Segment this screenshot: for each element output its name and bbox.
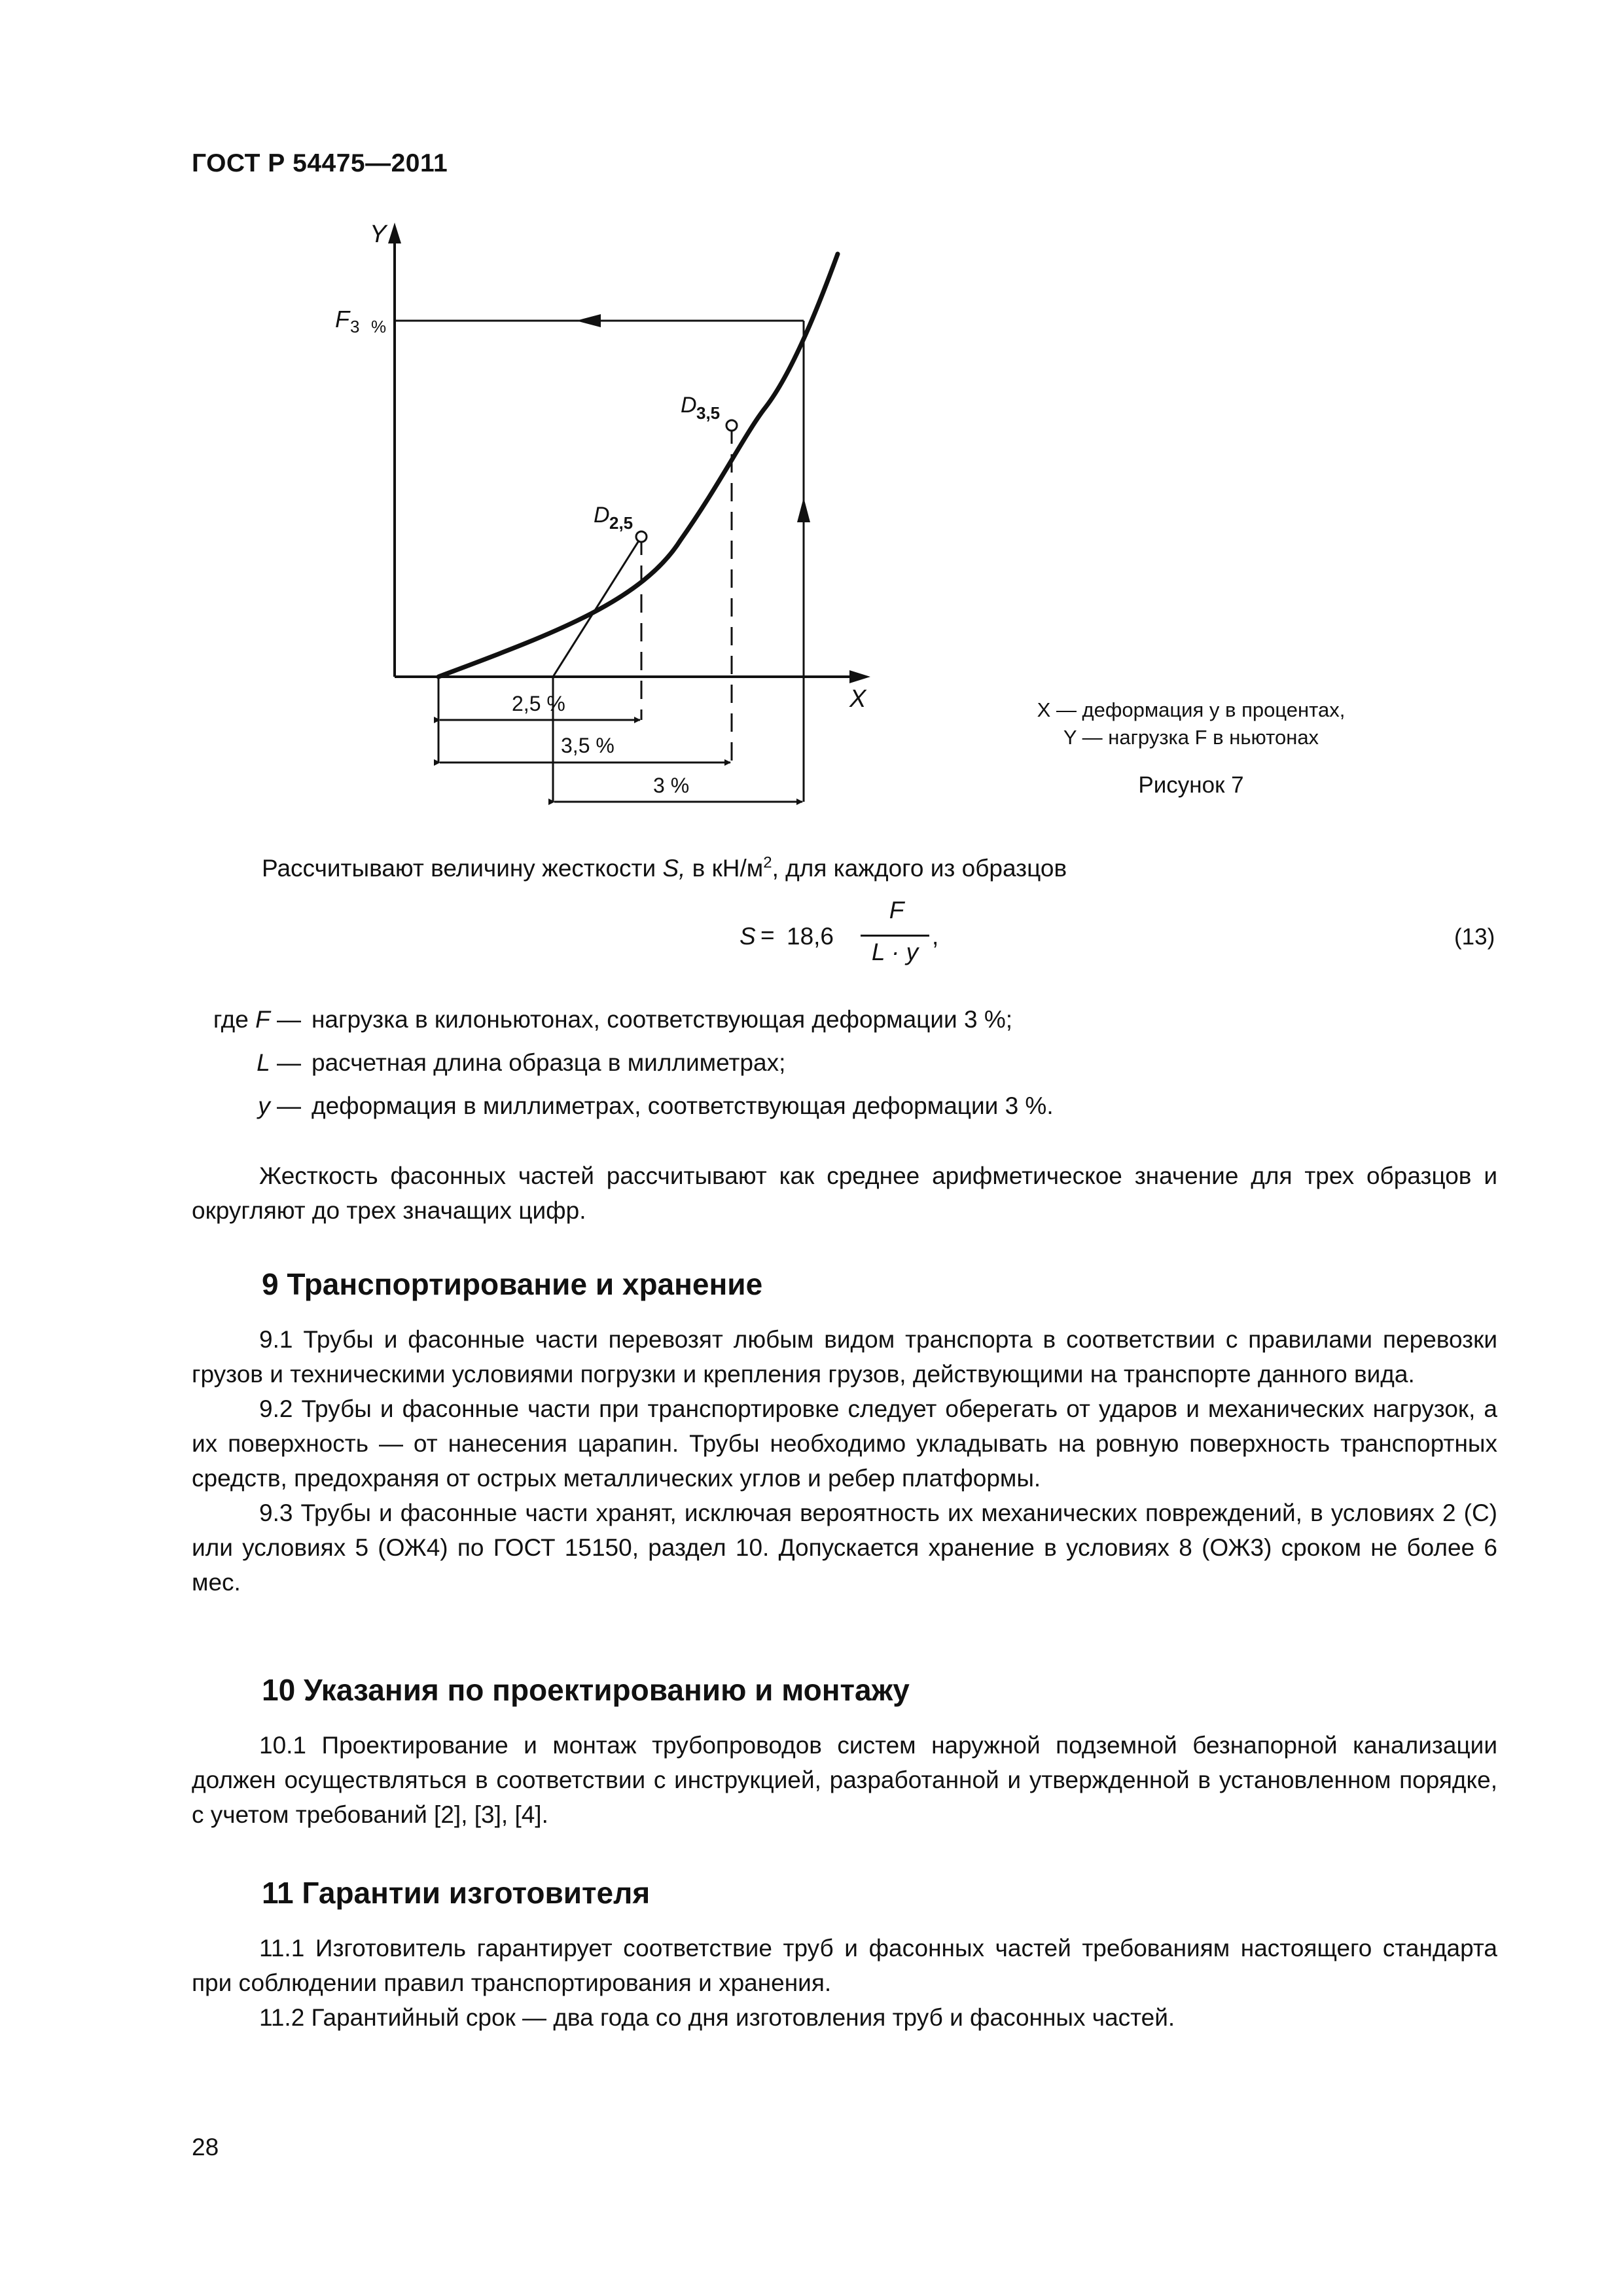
section-10-body <box>192 1728 1497 1832</box>
point-d35 <box>726 420 737 431</box>
paragraph-11-2: 11.2 Гарантийный срок — два года со дня изготовления труб и фасонных частей. <box>259 2004 1175 2031</box>
page-number: 28 <box>192 2134 219 2161</box>
figure-legend <box>942 696 1440 751</box>
dim-label-3-5: 3,5 % <box>561 734 615 757</box>
formula-fraction-bar <box>861 935 929 937</box>
d25-label-sub: 2,5 <box>609 513 633 533</box>
formula-13 <box>740 897 962 982</box>
figure-caption: Рисунок 7 <box>1138 772 1244 798</box>
formula-lhs: S <box>740 923 756 950</box>
legend-y: Y — нагрузка F в ньютонах <box>1063 726 1319 749</box>
point-d25 <box>636 531 647 542</box>
d35-label-sub: 3,5 <box>696 403 721 423</box>
formula-denominator: L · y <box>871 939 919 965</box>
f3-label-sub: 3 <box>350 317 360 336</box>
paragraph-9-3: 9.3 Трубы и фасонные части хранят, исключая вероятность их механических повреждений, в условиях 2 (С) или условиях 5 (ОЖ4) по ГОСТ 15150, раздел 10. Допускается хранение в условиях 8 (ОЖ3) сроком не более 6 мес. <box>192 1499 1497 1596</box>
formula-number: (13) <box>1454 924 1495 950</box>
formula-comma: , <box>932 923 939 950</box>
document-header: ГОСТ Р 54475—2011 <box>192 149 448 177</box>
y-axis-label: Y <box>370 221 387 248</box>
section-9-title: 9 Транспортирование и хранение <box>262 1267 763 1301</box>
definition-f: где F — нагрузка в килоньютонах, соответствующая деформации 3 %; <box>213 1006 1013 1033</box>
definition-y: y — деформация в миллиметрах, соответствующая деформации 3 %. <box>258 1092 1054 1119</box>
f3-level-arrow <box>576 314 601 327</box>
legend-x: X — деформация y в процентах, <box>1037 698 1346 721</box>
paragraph-9-2: 9.2 Трубы и фасонные части при транспортировке следует оберегать от ударов и механических нагрузок, а их поверхность — от нанесения царапин. Трубы необходимо укладывать на ровную поверхность транспортных средств, предохраняя от острых металлических углов и ребер платформы. <box>192 1395 1497 1492</box>
definition-l: L — расчетная длина образца в миллиметрах; <box>257 1049 786 1076</box>
paragraph-10-1: 10.1 Проектирование и монтаж трубопроводов систем наружной подземной безнапорной канализации должен осуществляться в соответствии с инструкцией, разработанной и утвержденной в установленном порядке, с учетом требований [2], [3], [4]. <box>192 1732 1497 1828</box>
formula-numerator: F <box>889 897 904 924</box>
formula-equals: = <box>760 922 775 948</box>
y-axis-arrow <box>388 223 401 243</box>
dim-label-3: 3 % <box>653 774 690 797</box>
d35-label: D <box>681 393 697 418</box>
three-percent-up-arrow <box>797 497 810 522</box>
secant-line <box>553 537 641 677</box>
x-axis-arrow <box>849 670 870 683</box>
dim-label-2-5: 2,5 % <box>512 692 565 715</box>
f3-label: F <box>335 306 349 332</box>
section-11-body <box>192 1931 1497 2035</box>
definitions-list <box>196 998 1472 1128</box>
formula-coefficient: 18,6 <box>787 923 834 950</box>
section-9-body <box>192 1322 1497 1600</box>
load-curve <box>438 254 838 677</box>
stiffness-paragraph: Жесткость фасонных частей рассчитывают как среднее арифметическое значение для трех образцов и округляют до трех значащих цифр. <box>192 1162 1497 1224</box>
paragraph-11-1: 11.1 Изготовитель гарантирует соответствие труб и фасонных частей требованиям настоящего стандарта при соблюдении правил транспортирования и хранения. <box>192 1935 1497 1996</box>
section-11-title: 11 Гарантии изготовителя <box>262 1876 651 1910</box>
intro-sentence: Рассчитывают величину жесткости S, в $кН/м^2$, для каждого из образцов <box>262 853 1067 882</box>
paragraph-9-1: 9.1 Трубы и фасонные части перевозят любым видом транспорта в соответствии с правилами перевозки грузов и техническими условиями погрузки и крепления грузов, действующими на транспорте данного вида. <box>192 1326 1497 1388</box>
d25-label: D <box>594 503 610 528</box>
section-10-title: 10 Указания по проектированию и монтажу <box>262 1673 910 1707</box>
x-axis-label: X <box>849 685 866 713</box>
f3-label-unit: % <box>371 317 387 336</box>
